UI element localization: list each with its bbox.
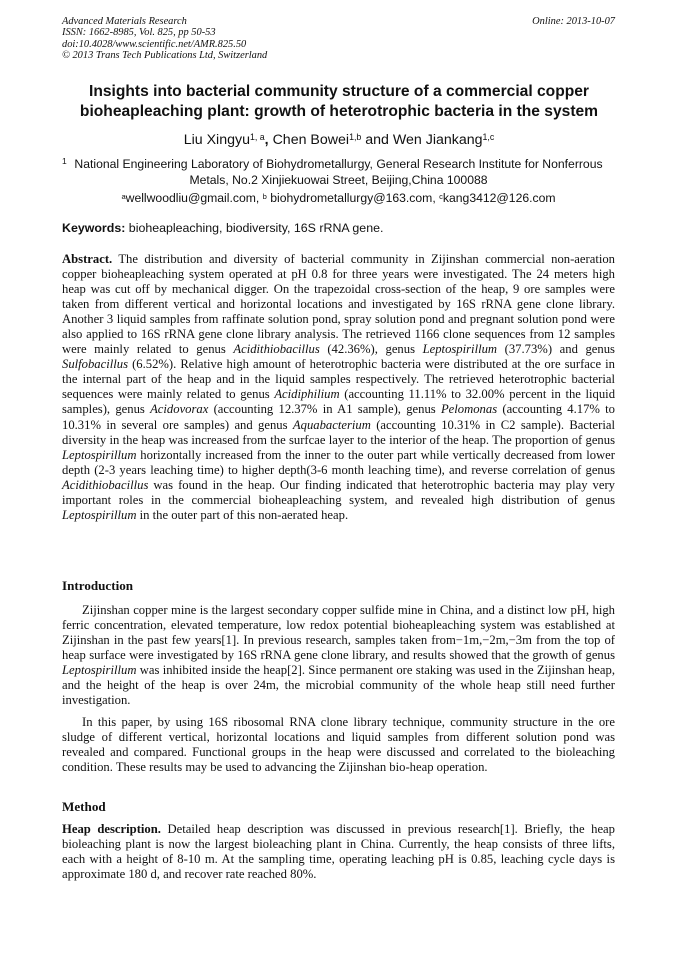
author-superscript: 1, a [249,132,265,143]
journal-issn: ISSN: 1662-8985, Vol. 825, pp 50-53 [62,27,216,39]
abstract-label: Abstract. [62,252,113,266]
genus-name: Leptospirillum [62,447,137,462]
author-emails [62,191,615,206]
abstract-text: horizontally increased from the inner to the outer part while vertically decreased from lower depth (2-3 years leaching time) to higher depth(3-6 month leaching time), and reverse correlation of genus [62,447,615,477]
introduction-paragraph-1 [62,603,615,708]
affiliation [62,156,615,189]
keywords [62,221,615,236]
paper-title-line-1: Insights into bacterial community structure of a commercial copper [89,83,589,100]
genus-name: Leptospirillum [422,342,498,357]
author-name: Wen Jiankang [392,132,483,148]
author-name: Chen Bowei [272,132,350,148]
introduction-paragraph-2: In this paper, by using 16S ribosomal RNA clone library technique, community structure in the ore sludge of different vertical, horizontal locations and liquid samples from different solution pond was revealed and compared. Functional groups in the heap were discussed and correlated to the bioleaching condition. These results may be used to advancing the Zijinshan bio-heap operation. [62,715,615,775]
email-superscript: c [439,191,443,201]
author-superscript: 1,b [349,132,362,143]
genus-name: Acidiphilium [274,387,340,402]
email-superscript: b [262,191,267,201]
genus-name: Leptospirillum [62,663,137,678]
abstract-text: (42.36%), genus [319,342,423,357]
author-list [52,131,626,149]
abstract [62,252,615,523]
email-address: biohydrometallurgy@163.com, [266,191,440,205]
email-superscript: a [121,191,126,201]
affiliation-line-2: Metals, No.2 Xinjiekuowai Street, Beijing,China 100088 [189,173,488,188]
affiliation-line-1: National Engineering Laboratory of Biohydrometallurgy, General Research Institute for Nonferrous [74,157,603,171]
email-address: kang3412@126.com [442,191,556,205]
abstract-text: (accounting 4.17% to 10.31% in several ore samples) and genus [62,402,616,432]
paper-title [52,82,626,121]
introduction-heading: Introduction [62,578,134,593]
method-heading: Method [62,799,106,814]
email-address: wellwoodliu@gmail.com, [125,191,263,205]
affiliation-number: 1 [62,156,67,166]
abstract-text: in the outer part of this non-aerated heap. [136,507,349,522]
genus-name: Acidithiobacillus [62,477,149,492]
author-and: and [361,132,393,148]
keywords-label: Keywords: [62,221,126,235]
abstract-text: (6.52%). Relative high amount of heterotrophic bacteria were distributed at the ore surface in the internal part of the heap and in the liquid samples respectively. The retrieved heterotrophic bacterial sequences were mainly related to genus [62,357,615,402]
genus-name: Acidithiobacillus [233,342,320,357]
abstract-text: (37.73%) and genus [497,342,615,357]
abstract-text: (accounting 10.31% in C2 sample). Bacterial diversity in the heap was increased from the surfcae layer to the interior of the heap. The proportion of genus [62,417,615,447]
genus-name: Aquabacterium [292,417,371,432]
genus-name: Acidovorax [150,402,209,417]
journal-doi: doi:10.4028/www.scientific.net/AMR.825.50 [62,38,247,50]
author-name: Liu Xingyu [183,132,250,148]
paper-title-line-2: bioheapleaching plant: growth of heterotrophic bacteria in the system [79,102,599,120]
heap-description-paragraph [62,822,615,882]
author-separator: , [264,132,273,148]
abstract-text: (accounting 12.37% in A1 sample), genus [208,402,441,417]
online-date: Online: 2013-10-07 [532,16,615,27]
abstract-text: (accounting 11.11% to 32.00% percent in the liquid samples), genus [62,387,616,417]
paragraph-text: Zijinshan copper mine is the largest secondary copper sulfide mine in China, and a distinct low pH, high ferric concentration, elevated temperature, low redox potential bioheapleaching system was established at Zijinshan in the past few years[1]. In previous research, samples taken from−1m,−2m,−3m from the top of heap surface were investigated by 16S rRNA gene clone library, and results showed that the growth of genus [62,603,615,663]
heap-description-label: Heap description. [62,822,161,836]
journal-copyright: © 2013 Trans Tech Publications Ltd, Switzerland [62,50,268,62]
genus-name: Sulfobacillus [62,357,129,372]
author-superscript: 1,c [482,132,495,143]
keywords-text: bioheapleaching, biodiversity, 16S rRNA gene. [125,221,384,235]
paragraph-text: was inhibited inside the heap[2]. Since permanent ore staking was used in the Zijinshan heap, and the height of the heap is over 24m, the microbial community of the whole heap still need further investigation. [62,663,615,708]
journal-header [62,16,615,62]
abstract-text: The distribution and diversity of bacterial community in Zijinshan commercial non-aeration copper bioheapleaching system operated at pH 0.8 for three years were investigated. The 24 meters high heap was cut off by mechanical digger. On the trapezoidal cross-section of the heap, 9 ore samples were taken from different vertical and horizontal locations and investigated by 16S rRNA gene clone library. Another 3 liquid samples from raffinate solution pond, spray solution pond and pregnant solution pond were also applied to 16S rRNA gene clone library analysis. The retrieved 1166 clone sequences from 12 samples were mainly related to genus [62,252,615,357]
abstract-text: was found in the heap. Our finding indicated that heterotrophic bacteria may play very important roles in the commercial bioheapleaching system, and revealed high distribution of genus [62,477,615,507]
genus-name: Leptospirillum [62,507,137,522]
paragraph-text: Detailed heap description was discussed in previous research[1]. Briefly, the heap bioleaching plant is now the largest bioleaching plant in China. Currently, the heap consists of three lifts, each with a height of 8-10 m. At the sampling time, operating leaching pH is 0.85, leaching cycle days is approximate 180 d, and recover rate reached 80%. [62,822,615,882]
genus-name: Pelomonas [440,402,498,417]
journal-name: Advanced Materials Research [62,16,187,27]
